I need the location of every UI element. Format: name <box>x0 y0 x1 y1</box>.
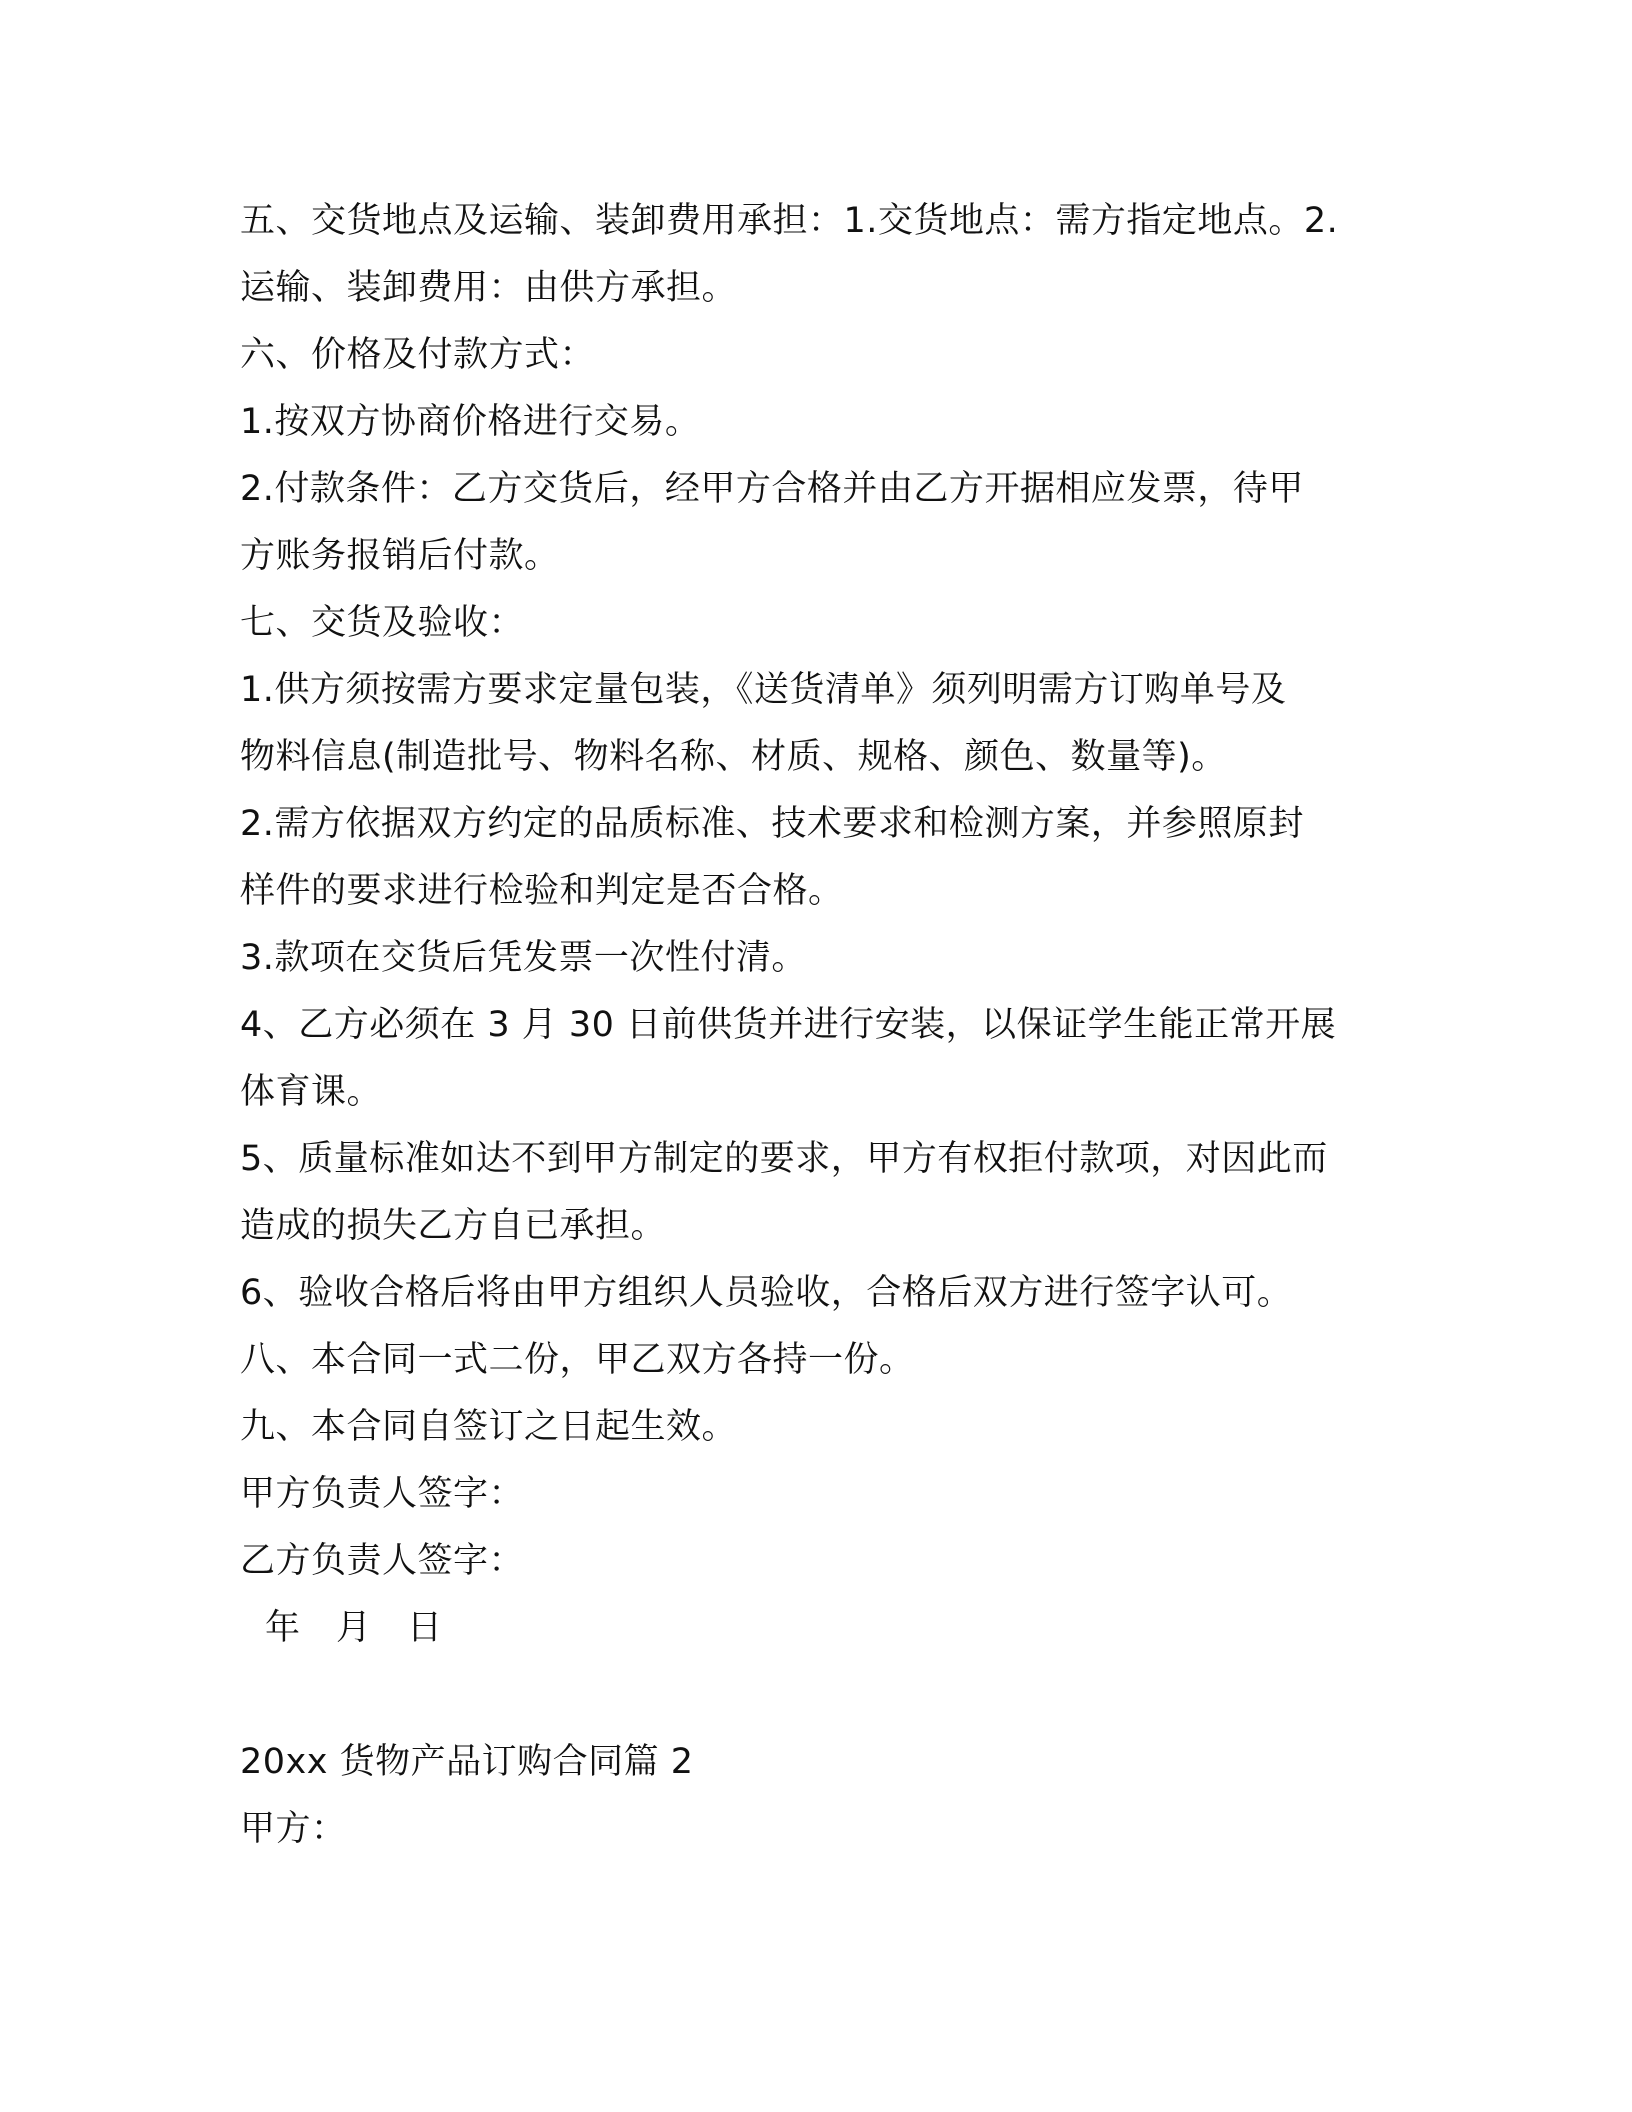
text-line: 五、交货地点及运输、装卸费用承担：1.交货地点：需方指定地点。2. <box>240 201 1339 241</box>
section-title: 20xx 货物产品订购合同篇 2 <box>240 1742 694 1782</box>
text-line: 5、质量标准如达不到甲方制定的要求，甲方有权拒付款项，对因此而 <box>240 1139 1328 1179</box>
document-body <box>240 188 1390 1863</box>
text-line: 6、验收合格后将由甲方组织人员验收，合格后双方进行签字认可。 <box>240 1273 1293 1313</box>
text-line: 运输、装卸费用：由供方承担。 <box>240 268 738 308</box>
text-line: 八、本合同一式二份，甲乙双方各持一份。 <box>240 1340 915 1380</box>
party-a-label: 甲方： <box>240 1809 347 1849</box>
text-line: 七、交货及验收： <box>240 603 525 643</box>
text-line: 3.款项在交货后凭发票一次性付清。 <box>240 938 807 978</box>
text-line: 4、乙方必须在 3 月 30 日前供货并进行安装，以保证学生能正常开展 <box>240 1005 1337 1045</box>
text-line: 1.供方须按需方要求定量包装，《送货清单》须列明需方订购单号及 <box>240 670 1287 710</box>
text-line: 样件的要求进行检验和判定是否合格。 <box>240 871 844 911</box>
text-line: 2.付款条件：乙方交货后，经甲方合格并由乙方开据相应发票，待甲 <box>240 469 1304 509</box>
party-b-signature-line: 乙方负责人签字： <box>240 1541 525 1581</box>
text-line: 六、价格及付款方式： <box>240 335 596 375</box>
date-line: 年 月 日 <box>265 1608 443 1648</box>
party-a-signature-line: 甲方负责人签字： <box>240 1474 525 1514</box>
text-line: 体育课。 <box>240 1072 383 1112</box>
text-line: 物料信息(制造批号、物料名称、材质、规格、颜色、数量等)。 <box>240 737 1227 777</box>
text-line: 方账务报销后付款。 <box>240 536 560 576</box>
blank-line <box>240 1662 1390 1729</box>
text-line: 九、本合同自签订之日起生效。 <box>240 1407 738 1447</box>
text-line: 1.按双方协商价格进行交易。 <box>240 402 701 442</box>
text-line: 造成的损失乙方自已承担。 <box>240 1206 667 1246</box>
text-line: 2.需方依据双方约定的品质标准、技术要求和检测方案，并参照原封 <box>240 804 1304 844</box>
